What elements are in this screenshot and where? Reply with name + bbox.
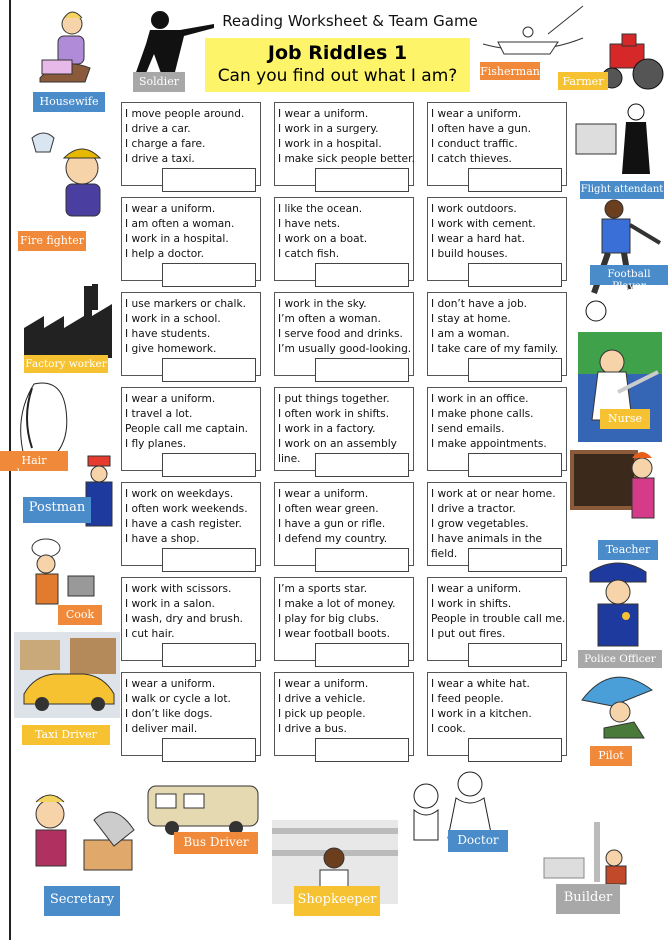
worksheet-question: Can you find out what I am? — [217, 66, 458, 86]
riddle-card — [427, 102, 567, 186]
riddle-line: I cook. — [431, 723, 466, 735]
riddle-card — [274, 672, 414, 756]
riddle-card — [121, 387, 261, 471]
label-teacher: Teacher — [598, 540, 658, 560]
riddle-line: I have a cash register. — [125, 518, 242, 530]
answer-box[interactable] — [468, 453, 562, 477]
riddle-line: I wash, dry and brush. — [125, 613, 244, 625]
riddle-line: I build houses. — [431, 248, 508, 260]
riddle-line: I work in a school. — [125, 313, 221, 325]
fire-fighter-illustration — [22, 128, 114, 232]
riddle-line: I work in a hospital. — [278, 138, 382, 150]
riddle-line: I make a lot of money. — [278, 598, 396, 610]
label-fisherman: Fisherman — [480, 62, 540, 80]
riddle-line: I wear a white hat. — [431, 678, 530, 690]
fisherman-illustration — [478, 4, 590, 66]
riddle-line: I give homework. — [125, 343, 217, 355]
riddle-line: I stay at home. — [431, 313, 511, 325]
riddle-card — [427, 292, 567, 376]
football-player-illustration — [574, 195, 664, 323]
label-fire-fighter: Fire fighter — [18, 231, 86, 251]
riddle-line: I take care of my family. — [431, 343, 559, 355]
answer-box[interactable] — [162, 643, 256, 667]
riddle-line: I cut hair. — [125, 628, 175, 640]
riddle-line: I work in the sky. — [278, 298, 367, 310]
label-farmer: Farmer — [558, 72, 608, 90]
riddle-card — [274, 197, 414, 281]
riddle-line: I have students. — [125, 328, 211, 340]
riddle-line: I make appointments. — [431, 438, 547, 450]
label-flight-attendant: Flight attendant — [580, 181, 664, 199]
riddle-line: I’m often a woman. — [278, 313, 381, 325]
riddle-line: I charge a fare. — [125, 138, 206, 150]
riddle-line: I work on a boat. — [278, 233, 368, 245]
answer-box[interactable] — [162, 358, 256, 382]
riddle-line: I travel a lot. — [125, 408, 193, 420]
riddle-line: People call me captain. — [125, 423, 249, 435]
riddle-card — [121, 197, 261, 281]
riddle-line: I don’t have a job. — [431, 298, 528, 310]
riddle-line: I feed people. — [431, 693, 504, 705]
riddle-line: field. — [431, 548, 458, 560]
label-housewife: Housewife — [33, 92, 105, 112]
hair-dresser-illustration — [14, 378, 76, 460]
label-postman: Postman — [23, 497, 91, 523]
factory-illustration — [22, 278, 116, 360]
label-nurse: Nurse — [600, 409, 650, 429]
worksheet-subtitle: Reading Worksheet & Team Game — [222, 12, 478, 30]
riddle-line: I pick up people. — [278, 708, 366, 720]
label-secretary: Secretary — [44, 886, 120, 916]
riddle-line: I often have a gun. — [431, 123, 532, 135]
riddle-line: I like the ocean. — [278, 203, 363, 215]
riddle-line: I work with cement. — [431, 218, 536, 230]
riddle-line: I don’t like dogs. — [125, 708, 213, 720]
riddle-card — [427, 482, 567, 566]
riddle-line: I catch fish. — [278, 248, 340, 260]
riddle-line: I use markers or chalk. — [125, 298, 246, 310]
label-soldier: Soldier — [133, 72, 185, 92]
answer-box[interactable] — [315, 738, 409, 762]
riddle-line: I put out fires. — [431, 628, 506, 640]
builder-illustration — [534, 818, 664, 892]
riddle-card — [121, 102, 261, 186]
riddle-card — [274, 102, 414, 186]
riddle-line: I wear a uniform. — [431, 108, 522, 120]
secretary-illustration — [24, 790, 140, 886]
riddle-card — [274, 577, 414, 661]
riddle-line: I am often a woman. — [125, 218, 235, 230]
answer-box[interactable] — [468, 263, 562, 287]
riddle-line: line. — [278, 453, 301, 465]
label-hair-dresser: Hair dresser — [0, 451, 68, 471]
answer-box[interactable] — [468, 643, 562, 667]
riddle-line: I often wear green. — [278, 503, 379, 515]
answer-box[interactable] — [162, 453, 256, 477]
riddle-card — [427, 387, 567, 471]
answer-box[interactable] — [162, 168, 256, 192]
riddle-line: I often work weekends. — [125, 503, 248, 515]
riddle-line: I drive a tractor. — [431, 503, 516, 515]
riddle-line: I work in a kitchen. — [431, 708, 532, 720]
bus-illustration — [144, 776, 262, 838]
riddle-line: I have a shop. — [125, 533, 200, 545]
answer-box[interactable] — [315, 643, 409, 667]
riddle-card — [427, 197, 567, 281]
riddle-line: People in trouble call me. — [431, 613, 566, 625]
teacher-illustration — [570, 448, 664, 534]
riddle-card — [121, 482, 261, 566]
label-football-player: Football Player — [590, 265, 668, 285]
label-taxi-driver: Taxi Driver — [22, 725, 110, 745]
riddle-card — [274, 387, 414, 471]
answer-box[interactable] — [468, 548, 562, 572]
riddle-line: I have nets. — [278, 218, 341, 230]
riddle-line: I drive a vehicle. — [278, 693, 366, 705]
riddle-card — [121, 577, 261, 661]
riddle-line: I work in shifts. — [431, 598, 512, 610]
police-officer-illustration — [580, 558, 658, 648]
riddle-line: I help a doctor. — [125, 248, 205, 260]
riddle-line: I often work in shifts. — [278, 408, 390, 420]
riddle-line: I am a woman. — [431, 328, 510, 340]
riddle-line: I work on an assembly — [278, 438, 397, 450]
riddle-line: I have a gun or rifle. — [278, 518, 386, 530]
riddle-line: I play for big clubs. — [278, 613, 380, 625]
answer-box[interactable] — [315, 548, 409, 572]
title-banner — [205, 38, 470, 92]
answer-box[interactable] — [315, 453, 409, 477]
label-builder: Builder — [556, 884, 620, 914]
label-pilot: Pilot — [590, 746, 632, 766]
riddle-line: I work in a salon. — [125, 598, 215, 610]
answer-box[interactable] — [162, 263, 256, 287]
answer-box[interactable] — [315, 263, 409, 287]
housewife-illustration — [20, 8, 100, 96]
riddle-line: I move people around. — [125, 108, 245, 120]
riddle-line: I drive a bus. — [278, 723, 347, 735]
label-doctor: Doctor — [448, 830, 508, 852]
riddle-line: I grow vegetables. — [431, 518, 529, 530]
riddle-line: I deliver mail. — [125, 723, 198, 735]
riddle-line: I’m usually good-looking. — [278, 343, 412, 355]
riddle-line: I put things together. — [278, 393, 390, 405]
riddle-line: I wear a uniform. — [278, 488, 369, 500]
label-bus-driver: Bus Driver — [174, 832, 258, 854]
pilot-illustration — [574, 670, 660, 744]
riddle-line: I conduct traffic. — [431, 138, 518, 150]
riddle-line: I work in a hospital. — [125, 233, 229, 245]
flight-attendant-illustration — [572, 100, 664, 180]
answer-box[interactable] — [468, 358, 562, 382]
riddle-line: I wear a uniform. — [125, 678, 216, 690]
riddle-line: I defend my country. — [278, 533, 388, 545]
answer-box[interactable] — [315, 168, 409, 192]
riddle-card — [274, 482, 414, 566]
riddle-line: I wear a hard hat. — [431, 233, 525, 245]
riddle-line: I work in an office. — [431, 393, 529, 405]
riddle-line: I make phone calls. — [431, 408, 534, 420]
worksheet-title: Job Riddles 1 — [267, 42, 408, 64]
riddle-card — [121, 672, 261, 756]
riddle-line: I work in a factory. — [278, 423, 376, 435]
riddle-line: I have animals in the — [431, 533, 543, 545]
answer-box[interactable] — [315, 358, 409, 382]
riddle-card — [427, 577, 567, 661]
riddle-line: I wear a uniform. — [431, 583, 522, 595]
riddle-line: I send emails. — [431, 423, 505, 435]
riddle-card — [274, 292, 414, 376]
riddle-line: I wear a uniform. — [125, 203, 216, 215]
riddle-line: I wear a uniform. — [278, 108, 369, 120]
riddle-line: I walk or cycle a lot. — [125, 693, 231, 705]
riddle-line: I wear a uniform. — [278, 678, 369, 690]
riddle-line: I work outdoors. — [431, 203, 517, 215]
riddle-card — [121, 292, 261, 376]
answer-box[interactable] — [468, 738, 562, 762]
riddle-line: I make sick people better. — [278, 153, 415, 165]
label-shopkeeper: Shopkeeper — [294, 886, 380, 916]
riddle-line: I drive a car. — [125, 123, 191, 135]
taxi-illustration — [14, 632, 120, 718]
riddle-card — [427, 672, 567, 756]
label-police-officer: Police Officer — [578, 650, 662, 668]
riddle-line: I work with scissors. — [125, 583, 232, 595]
riddle-line: I’m a sports star. — [278, 583, 368, 595]
answer-box[interactable] — [468, 168, 562, 192]
riddle-line: I work at or near home. — [431, 488, 556, 500]
riddle-line: I drive a taxi. — [125, 153, 195, 165]
riddle-line: I catch thieves. — [431, 153, 512, 165]
answer-box[interactable] — [162, 738, 256, 762]
riddle-line: I work in a surgery. — [278, 123, 379, 135]
riddle-line: I work on weekdays. — [125, 488, 234, 500]
label-cook: Cook — [58, 605, 102, 625]
label-factory-worker: Factory worker — [24, 355, 108, 373]
riddle-line: I fly planes. — [125, 438, 187, 450]
riddle-line: I wear football boots. — [278, 628, 390, 640]
riddle-line: I wear a uniform. — [125, 393, 216, 405]
riddle-line: I serve food and drinks. — [278, 328, 403, 340]
answer-box[interactable] — [162, 548, 256, 572]
